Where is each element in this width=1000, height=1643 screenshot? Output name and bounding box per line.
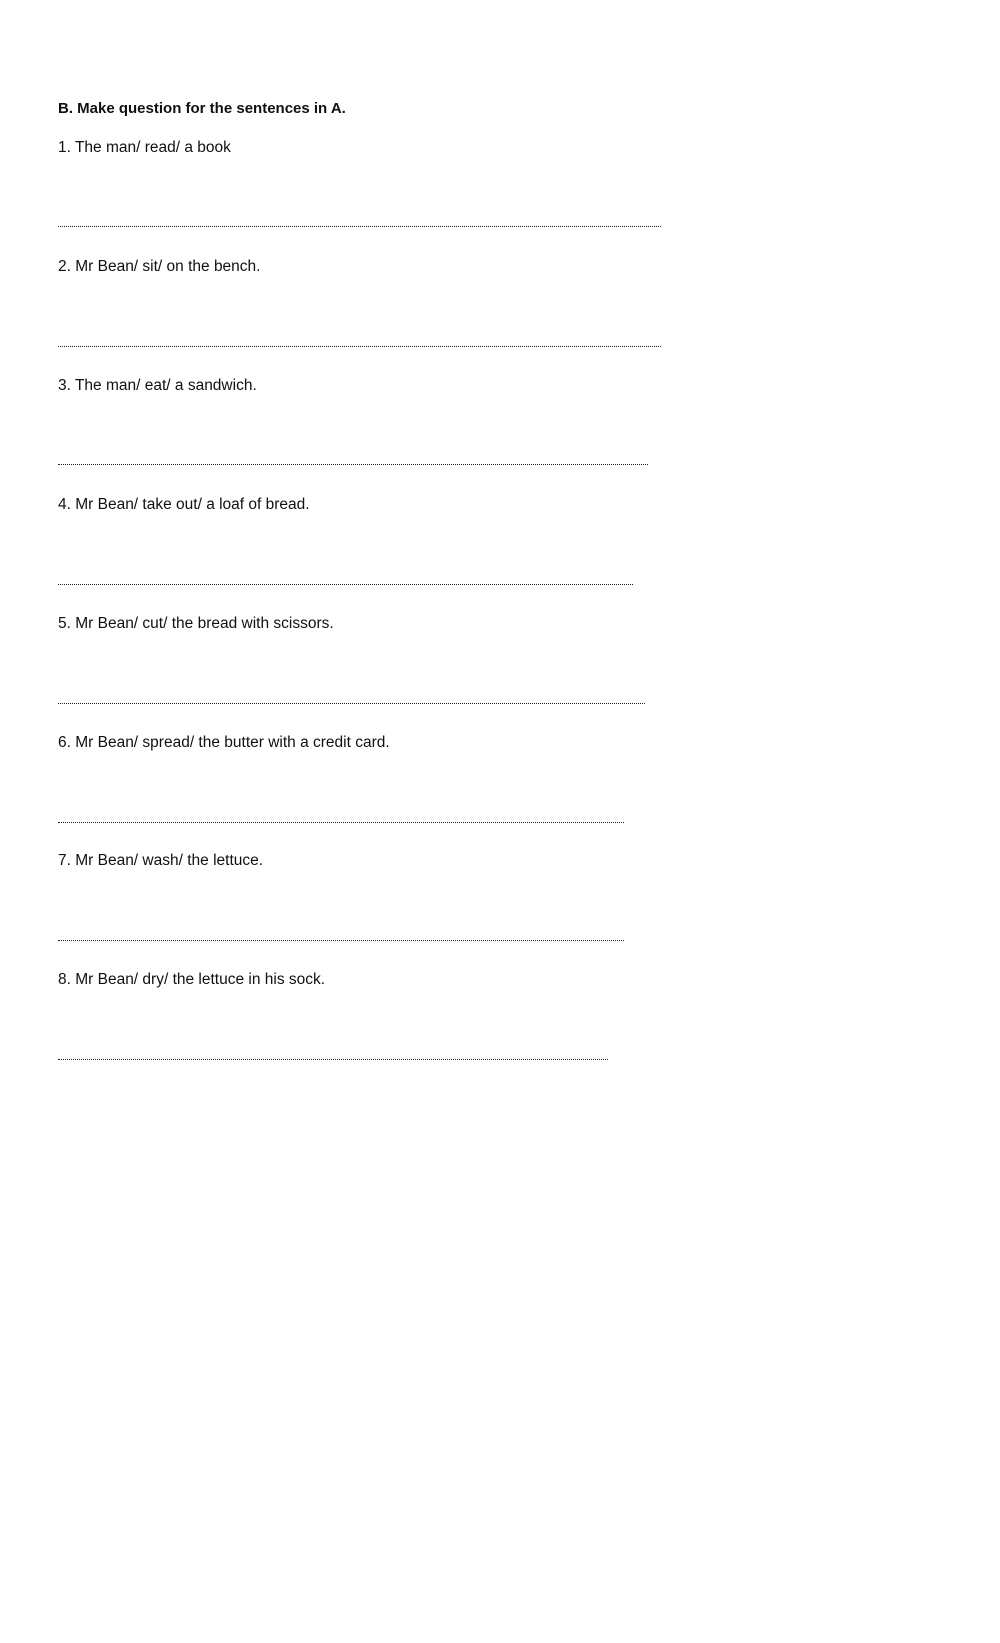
item-4-answer-line[interactable] bbox=[58, 584, 633, 585]
item-1-answer-line[interactable] bbox=[58, 226, 661, 227]
item-5-prompt: 5. Mr Bean/ cut/ the bread with scissors. bbox=[58, 615, 334, 632]
item-6-prompt: 6. Mr Bean/ spread/ the butter with a credit card. bbox=[58, 734, 390, 751]
item-6-answer-line[interactable] bbox=[58, 822, 624, 823]
item-8-prompt: 8. Mr Bean/ dry/ the lettuce in his sock. bbox=[58, 971, 326, 988]
item-2-prompt: 2. Mr Bean/ sit/ on the bench. bbox=[58, 258, 261, 275]
item-7-answer-line[interactable] bbox=[58, 940, 624, 941]
item-1-prompt: 1. The man/ read/ a book bbox=[58, 139, 231, 156]
item-3-answer-line[interactable] bbox=[58, 464, 648, 465]
item-7-prompt: 7. Mr Bean/ wash/ the lettuce. bbox=[58, 852, 264, 869]
item-5-answer-line[interactable] bbox=[58, 703, 645, 704]
item-2-answer-line[interactable] bbox=[58, 346, 661, 347]
section-heading: B. Make question for the sentences in A. bbox=[58, 100, 346, 117]
item-8-answer-line[interactable] bbox=[58, 1059, 608, 1060]
item-4-prompt: 4. Mr Bean/ take out/ a loaf of bread. bbox=[58, 496, 310, 513]
item-3-prompt: 3. The man/ eat/ a sandwich. bbox=[58, 377, 257, 394]
